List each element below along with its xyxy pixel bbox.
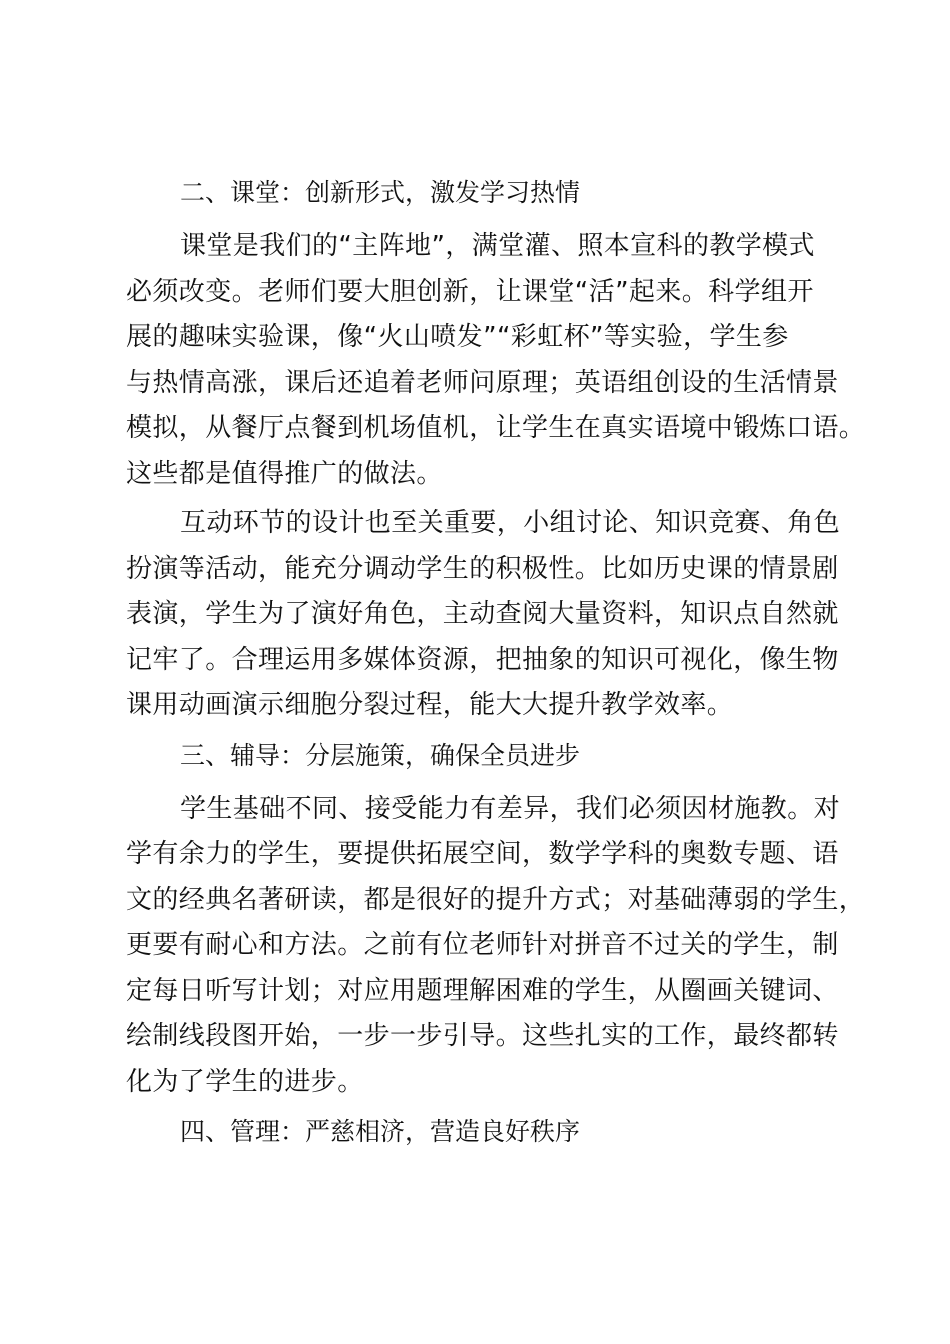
paragraph — [126, 501, 846, 729]
text-line: 扮演等活动，能充分调动学生的积极性。比如历史课的情景剧 — [126, 553, 839, 584]
text-line: 必须改变。老师们要大胆创新，让课堂“活”起来。科学组开 — [126, 276, 814, 307]
text-line: 互动环节的设计也至关重要，小组讨论、知识竞赛、角色 — [180, 508, 841, 538]
text-line: 与热情高涨，课后还追着老师问原理；英语组创设的生活情景 — [126, 367, 839, 398]
text-line: 模拟，从餐厅点餐到机场值机，让学生在真实语境中锻炼口语。 — [126, 413, 866, 443]
section-heading: 三、辅导：分层施策，确保全员进步 — [180, 740, 581, 770]
text-line: 记牢了。合理运用多媒体资源，把抽象的知识可视化，像生物 — [126, 644, 839, 675]
text-line: 化为了学生的进步。 — [126, 1066, 364, 1097]
text-line: 课用动画演示细胞分裂过程，能大大提升教学效率。 — [126, 690, 734, 720]
text-line: 更要有耐心和方法。之前有位老师针对拼音不过关的学生，制 — [126, 930, 839, 960]
text-line: 展的趣味实验课，像“火山喷发”“彩虹杯”等实验，学生参 — [126, 322, 789, 352]
paragraph — [126, 787, 866, 1106]
text-line: 文的经典名著研读，都是很好的提升方式；对基础薄弱的学生， — [126, 884, 866, 915]
paragraph — [126, 224, 866, 497]
text-line: 定每日听写计划；对应用题理解困难的学生，从圈画关键词、 — [126, 975, 839, 1006]
text-line: 这些都是值得推广的做法。 — [126, 458, 443, 489]
text-line: 绘制线段图开始，一步一步引导。这些扎实的工作，最终都转 — [126, 1021, 839, 1051]
document-body — [126, 170, 866, 1163]
section-heading: 二、课堂：创新形式，激发学习热情 — [180, 178, 581, 207]
section-heading: 四、管理：严慈相济，营造良好秩序 — [180, 1117, 581, 1146]
text-line: 学生基础不同、接受能力有差异，我们必须因材施教。对 — [180, 793, 841, 824]
text-line: 课堂是我们的“主阵地”，满堂灌、照本宣科的教学模式 — [180, 231, 815, 261]
text-line: 学有余力的学生，要提供拓展空间，数学学科的奥数专题、语 — [126, 839, 839, 869]
text-line: 表演，学生为了演好角色，主动查阅大量资料，知识点自然就 — [126, 599, 839, 629]
